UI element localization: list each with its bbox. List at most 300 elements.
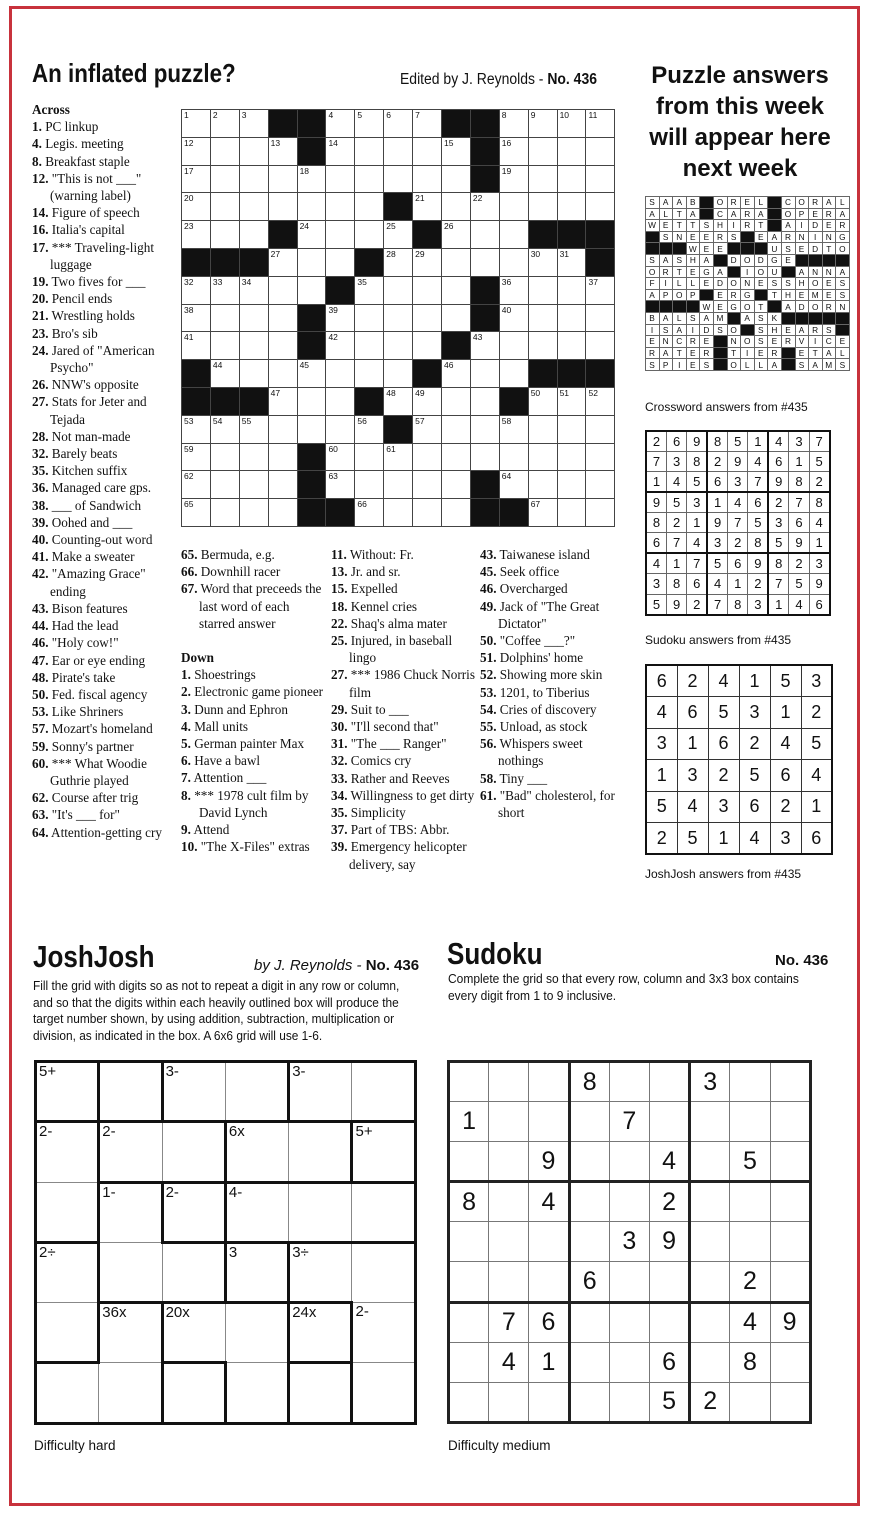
crossword-cell[interactable]: [326, 360, 355, 388]
joshjosh-cell[interactable]: [162, 1242, 225, 1302]
crossword-cell[interactable]: [210, 137, 239, 165]
crossword-cell[interactable]: [470, 332, 499, 360]
sudoku-cell[interactable]: [770, 1342, 810, 1382]
crossword-cell[interactable]: [210, 415, 239, 443]
sudoku-cell[interactable]: 5: [649, 1382, 689, 1422]
crossword-cell[interactable]: [499, 304, 528, 332]
sudoku-cell[interactable]: [730, 1102, 770, 1142]
joshjosh-cell[interactable]: [352, 1303, 415, 1363]
joshjosh-cell[interactable]: [99, 1242, 162, 1302]
sudoku-cell[interactable]: 6: [529, 1302, 569, 1342]
crossword-cell[interactable]: [297, 415, 326, 443]
crossword-cell[interactable]: [557, 110, 586, 138]
crossword-cell[interactable]: [297, 360, 326, 388]
joshjosh-cell[interactable]: [36, 1363, 99, 1423]
crossword-cell[interactable]: [239, 499, 268, 527]
crossword-cell[interactable]: [210, 304, 239, 332]
sudoku-cell[interactable]: [609, 1382, 649, 1422]
sudoku-cell[interactable]: [649, 1302, 689, 1342]
sudoku-cell[interactable]: [690, 1102, 730, 1142]
crossword-cell[interactable]: [442, 193, 471, 221]
crossword-cell[interactable]: [297, 193, 326, 221]
sudoku-cell[interactable]: [449, 1062, 489, 1102]
sudoku-cell[interactable]: [449, 1342, 489, 1382]
joshjosh-cell[interactable]: [289, 1303, 352, 1363]
crossword-cell[interactable]: [442, 165, 471, 193]
joshjosh-cell[interactable]: [289, 1122, 352, 1182]
crossword-cell[interactable]: [384, 110, 413, 138]
crossword-cell[interactable]: [268, 165, 297, 193]
crossword-cell[interactable]: [297, 387, 326, 415]
sudoku-cell[interactable]: 5: [730, 1142, 770, 1182]
crossword-cell[interactable]: [499, 137, 528, 165]
joshjosh-cell[interactable]: [352, 1182, 415, 1242]
sudoku-cell[interactable]: 8: [730, 1342, 770, 1382]
sudoku-cell[interactable]: [690, 1222, 730, 1262]
crossword-cell[interactable]: [182, 443, 211, 471]
sudoku-grid[interactable]: [447, 1060, 812, 1424]
crossword-cell[interactable]: [499, 415, 528, 443]
crossword-cell[interactable]: [182, 471, 211, 499]
crossword-cell[interactable]: [326, 415, 355, 443]
sudoku-cell[interactable]: 6: [569, 1262, 609, 1302]
sudoku-cell[interactable]: [690, 1142, 730, 1182]
crossword-cell[interactable]: [355, 415, 384, 443]
sudoku-cell[interactable]: 9: [770, 1302, 810, 1342]
sudoku-cell[interactable]: [690, 1302, 730, 1342]
crossword-cell[interactable]: [586, 332, 615, 360]
crossword-cell[interactable]: [239, 137, 268, 165]
sudoku-cell[interactable]: [609, 1142, 649, 1182]
crossword-cell[interactable]: [297, 221, 326, 249]
joshjosh-cell[interactable]: [99, 1363, 162, 1423]
crossword-cell[interactable]: [413, 276, 442, 304]
crossword-cell[interactable]: [182, 499, 211, 527]
crossword-cell[interactable]: [413, 499, 442, 527]
sudoku-cell[interactable]: [569, 1182, 609, 1222]
crossword-cell[interactable]: [210, 276, 239, 304]
crossword-cell[interactable]: [268, 471, 297, 499]
joshjosh-cell[interactable]: [225, 1182, 288, 1242]
crossword-cell[interactable]: [557, 193, 586, 221]
joshjosh-cell[interactable]: [352, 1242, 415, 1302]
crossword-cell[interactable]: [268, 276, 297, 304]
crossword-cell[interactable]: [182, 165, 211, 193]
crossword-cell[interactable]: [355, 443, 384, 471]
crossword-cell[interactable]: [442, 415, 471, 443]
crossword-cell[interactable]: [239, 415, 268, 443]
sudoku-cell[interactable]: [770, 1382, 810, 1422]
crossword-cell[interactable]: [210, 499, 239, 527]
joshjosh-cell[interactable]: [162, 1062, 225, 1122]
crossword-cell[interactable]: [326, 221, 355, 249]
crossword-cell[interactable]: [326, 332, 355, 360]
crossword-cell[interactable]: [384, 221, 413, 249]
crossword-cell[interactable]: [268, 387, 297, 415]
crossword-cell[interactable]: [442, 221, 471, 249]
crossword-cell[interactable]: [413, 110, 442, 138]
crossword-cell[interactable]: [239, 110, 268, 138]
sudoku-cell[interactable]: 4: [649, 1142, 689, 1182]
sudoku-cell[interactable]: [569, 1302, 609, 1342]
joshjosh-cell[interactable]: [289, 1242, 352, 1302]
crossword-cell[interactable]: [239, 304, 268, 332]
crossword-cell[interactable]: [297, 165, 326, 193]
sudoku-cell[interactable]: 1: [529, 1342, 569, 1382]
sudoku-cell[interactable]: [730, 1182, 770, 1222]
crossword-cell[interactable]: [442, 304, 471, 332]
crossword-cell[interactable]: [384, 332, 413, 360]
crossword-cell[interactable]: [268, 499, 297, 527]
crossword-cell[interactable]: [528, 471, 557, 499]
crossword-cell[interactable]: [528, 443, 557, 471]
crossword-cell[interactable]: [297, 248, 326, 276]
sudoku-cell[interactable]: 4: [529, 1182, 569, 1222]
joshjosh-cell[interactable]: [99, 1062, 162, 1122]
crossword-cell[interactable]: [442, 137, 471, 165]
crossword-cell[interactable]: [499, 110, 528, 138]
sudoku-cell[interactable]: [690, 1182, 730, 1222]
crossword-cell[interactable]: [586, 443, 615, 471]
crossword-cell[interactable]: [210, 110, 239, 138]
crossword-cell[interactable]: [442, 276, 471, 304]
crossword-cell[interactable]: [499, 471, 528, 499]
crossword-cell[interactable]: [413, 387, 442, 415]
crossword-cell[interactable]: [586, 193, 615, 221]
crossword-cell[interactable]: [499, 443, 528, 471]
crossword-cell[interactable]: [557, 471, 586, 499]
sudoku-cell[interactable]: [529, 1102, 569, 1142]
crossword-cell[interactable]: [239, 443, 268, 471]
crossword-cell[interactable]: [557, 415, 586, 443]
crossword-cell[interactable]: [528, 499, 557, 527]
crossword-cell[interactable]: [239, 360, 268, 388]
joshjosh-cell[interactable]: [352, 1062, 415, 1122]
crossword-cell[interactable]: [442, 360, 471, 388]
crossword-cell[interactable]: [470, 248, 499, 276]
crossword-cell[interactable]: [413, 443, 442, 471]
joshjosh-cell[interactable]: [36, 1303, 99, 1363]
sudoku-cell[interactable]: [529, 1222, 569, 1262]
sudoku-cell[interactable]: [529, 1262, 569, 1302]
crossword-cell[interactable]: [586, 165, 615, 193]
crossword-cell[interactable]: [182, 304, 211, 332]
sudoku-cell[interactable]: [730, 1382, 770, 1422]
crossword-cell[interactable]: [182, 110, 211, 138]
sudoku-cell[interactable]: [609, 1182, 649, 1222]
crossword-cell[interactable]: [557, 499, 586, 527]
crossword-cell[interactable]: [470, 193, 499, 221]
joshjosh-cell[interactable]: [289, 1182, 352, 1242]
crossword-cell[interactable]: [499, 248, 528, 276]
sudoku-cell[interactable]: 7: [489, 1302, 529, 1342]
crossword-cell[interactable]: [355, 471, 384, 499]
crossword-cell[interactable]: [268, 332, 297, 360]
crossword-cell[interactable]: [355, 137, 384, 165]
crossword-cell[interactable]: [182, 332, 211, 360]
sudoku-cell[interactable]: [609, 1062, 649, 1102]
crossword-cell[interactable]: [210, 360, 239, 388]
crossword-cell[interactable]: [586, 276, 615, 304]
crossword-cell[interactable]: [528, 137, 557, 165]
joshjosh-cell[interactable]: [225, 1242, 288, 1302]
crossword-cell[interactable]: [384, 248, 413, 276]
sudoku-cell[interactable]: [489, 1142, 529, 1182]
crossword-cell[interactable]: [355, 110, 384, 138]
sudoku-cell[interactable]: [609, 1302, 649, 1342]
crossword-cell[interactable]: [326, 110, 355, 138]
sudoku-cell[interactable]: [449, 1302, 489, 1342]
crossword-cell[interactable]: [528, 276, 557, 304]
joshjosh-cell[interactable]: [352, 1122, 415, 1182]
sudoku-cell[interactable]: [529, 1382, 569, 1422]
sudoku-cell[interactable]: [770, 1102, 810, 1142]
crossword-cell[interactable]: [442, 387, 471, 415]
crossword-cell[interactable]: [268, 304, 297, 332]
crossword-cell[interactable]: [470, 387, 499, 415]
crossword-cell[interactable]: [355, 304, 384, 332]
crossword-cell[interactable]: [268, 193, 297, 221]
crossword-cell[interactable]: [297, 276, 326, 304]
crossword-cell[interactable]: [413, 193, 442, 221]
crossword-cell[interactable]: [557, 387, 586, 415]
sudoku-cell[interactable]: 4: [489, 1342, 529, 1382]
crossword-grid[interactable]: [181, 109, 615, 527]
sudoku-cell[interactable]: [529, 1062, 569, 1102]
crossword-cell[interactable]: [210, 443, 239, 471]
sudoku-cell[interactable]: [690, 1342, 730, 1382]
crossword-cell[interactable]: [182, 137, 211, 165]
sudoku-cell[interactable]: 1: [449, 1102, 489, 1142]
crossword-cell[interactable]: [413, 415, 442, 443]
sudoku-cell[interactable]: [770, 1262, 810, 1302]
sudoku-cell[interactable]: [569, 1342, 609, 1382]
crossword-cell[interactable]: [326, 471, 355, 499]
crossword-cell[interactable]: [470, 443, 499, 471]
crossword-cell[interactable]: [499, 165, 528, 193]
crossword-cell[interactable]: [528, 248, 557, 276]
crossword-cell[interactable]: [442, 248, 471, 276]
crossword-cell[interactable]: [326, 387, 355, 415]
crossword-cell[interactable]: [586, 387, 615, 415]
crossword-cell[interactable]: [182, 415, 211, 443]
crossword-cell[interactable]: [384, 471, 413, 499]
crossword-cell[interactable]: [413, 248, 442, 276]
crossword-cell[interactable]: [182, 276, 211, 304]
joshjosh-cell[interactable]: [225, 1062, 288, 1122]
crossword-cell[interactable]: [557, 248, 586, 276]
joshjosh-cell[interactable]: [99, 1182, 162, 1242]
crossword-cell[interactable]: [586, 415, 615, 443]
crossword-cell[interactable]: [355, 165, 384, 193]
sudoku-cell[interactable]: [770, 1062, 810, 1102]
crossword-cell[interactable]: [499, 193, 528, 221]
crossword-cell[interactable]: [557, 137, 586, 165]
crossword-cell[interactable]: [499, 276, 528, 304]
joshjosh-cell[interactable]: [36, 1182, 99, 1242]
crossword-cell[interactable]: [470, 221, 499, 249]
sudoku-cell[interactable]: 9: [529, 1142, 569, 1182]
crossword-cell[interactable]: [210, 193, 239, 221]
crossword-cell[interactable]: [384, 443, 413, 471]
joshjosh-cell[interactable]: [162, 1182, 225, 1242]
joshjosh-cell[interactable]: [352, 1363, 415, 1423]
crossword-cell[interactable]: [528, 165, 557, 193]
sudoku-cell[interactable]: [569, 1102, 609, 1142]
sudoku-cell[interactable]: [770, 1142, 810, 1182]
sudoku-cell[interactable]: [649, 1262, 689, 1302]
crossword-cell[interactable]: [413, 165, 442, 193]
crossword-cell[interactable]: [413, 137, 442, 165]
joshjosh-cell[interactable]: [36, 1122, 99, 1182]
sudoku-cell[interactable]: 3: [690, 1062, 730, 1102]
crossword-cell[interactable]: [499, 332, 528, 360]
crossword-cell[interactable]: [442, 471, 471, 499]
crossword-cell[interactable]: [528, 415, 557, 443]
sudoku-cell[interactable]: [489, 1222, 529, 1262]
crossword-cell[interactable]: [182, 193, 211, 221]
crossword-cell[interactable]: [528, 110, 557, 138]
crossword-cell[interactable]: [210, 471, 239, 499]
crossword-cell[interactable]: [557, 276, 586, 304]
sudoku-cell[interactable]: 2: [690, 1382, 730, 1422]
sudoku-cell[interactable]: [569, 1382, 609, 1422]
joshjosh-cell[interactable]: [225, 1303, 288, 1363]
crossword-cell[interactable]: [355, 276, 384, 304]
sudoku-cell[interactable]: 3: [609, 1222, 649, 1262]
crossword-cell[interactable]: [413, 471, 442, 499]
sudoku-cell[interactable]: 9: [649, 1222, 689, 1262]
joshjosh-cell[interactable]: [36, 1062, 99, 1122]
crossword-cell[interactable]: [355, 193, 384, 221]
sudoku-cell[interactable]: [569, 1142, 609, 1182]
joshjosh-cell[interactable]: [289, 1363, 352, 1423]
crossword-cell[interactable]: [268, 415, 297, 443]
crossword-cell[interactable]: [470, 360, 499, 388]
crossword-cell[interactable]: [384, 276, 413, 304]
crossword-cell[interactable]: [499, 360, 528, 388]
crossword-cell[interactable]: [528, 304, 557, 332]
sudoku-cell[interactable]: [489, 1102, 529, 1142]
sudoku-cell[interactable]: 2: [649, 1182, 689, 1222]
sudoku-cell[interactable]: 7: [609, 1102, 649, 1142]
sudoku-cell[interactable]: [449, 1142, 489, 1182]
crossword-cell[interactable]: [239, 165, 268, 193]
joshjosh-cell[interactable]: [225, 1122, 288, 1182]
crossword-cell[interactable]: [528, 193, 557, 221]
sudoku-cell[interactable]: 6: [649, 1342, 689, 1382]
sudoku-cell[interactable]: [569, 1222, 609, 1262]
joshjosh-cell[interactable]: [289, 1062, 352, 1122]
joshjosh-cell[interactable]: [162, 1303, 225, 1363]
crossword-cell[interactable]: [557, 332, 586, 360]
joshjosh-grid[interactable]: [34, 1060, 417, 1425]
crossword-cell[interactable]: [326, 165, 355, 193]
crossword-cell[interactable]: [586, 471, 615, 499]
crossword-cell[interactable]: [268, 443, 297, 471]
crossword-cell[interactable]: [557, 304, 586, 332]
crossword-cell[interactable]: [268, 360, 297, 388]
crossword-cell[interactable]: [182, 221, 211, 249]
crossword-cell[interactable]: [557, 165, 586, 193]
crossword-cell[interactable]: [413, 304, 442, 332]
joshjosh-cell[interactable]: [36, 1242, 99, 1302]
sudoku-cell[interactable]: [449, 1222, 489, 1262]
crossword-cell[interactable]: [355, 499, 384, 527]
sudoku-cell[interactable]: 8: [449, 1182, 489, 1222]
crossword-cell[interactable]: [384, 304, 413, 332]
crossword-cell[interactable]: [355, 332, 384, 360]
crossword-cell[interactable]: [326, 193, 355, 221]
crossword-cell[interactable]: [326, 443, 355, 471]
crossword-cell[interactable]: [326, 137, 355, 165]
sudoku-cell[interactable]: 2: [730, 1262, 770, 1302]
crossword-cell[interactable]: [384, 387, 413, 415]
sudoku-cell[interactable]: [489, 1262, 529, 1302]
crossword-cell[interactable]: [355, 221, 384, 249]
joshjosh-cell[interactable]: [99, 1303, 162, 1363]
crossword-cell[interactable]: [239, 471, 268, 499]
sudoku-cell[interactable]: [449, 1382, 489, 1422]
sudoku-cell[interactable]: [649, 1102, 689, 1142]
crossword-cell[interactable]: [210, 221, 239, 249]
crossword-cell[interactable]: [442, 499, 471, 527]
sudoku-cell[interactable]: [489, 1182, 529, 1222]
crossword-cell[interactable]: [384, 165, 413, 193]
sudoku-cell[interactable]: [770, 1182, 810, 1222]
sudoku-cell[interactable]: 8: [569, 1062, 609, 1102]
crossword-cell[interactable]: [586, 137, 615, 165]
joshjosh-cell[interactable]: [225, 1363, 288, 1423]
crossword-cell[interactable]: [384, 499, 413, 527]
joshjosh-cell[interactable]: [162, 1363, 225, 1423]
sudoku-cell[interactable]: [770, 1222, 810, 1262]
crossword-cell[interactable]: [528, 332, 557, 360]
crossword-cell[interactable]: [413, 332, 442, 360]
crossword-cell[interactable]: [268, 248, 297, 276]
joshjosh-cell[interactable]: [99, 1122, 162, 1182]
crossword-cell[interactable]: [268, 137, 297, 165]
crossword-cell[interactable]: [442, 443, 471, 471]
crossword-cell[interactable]: [239, 332, 268, 360]
sudoku-cell[interactable]: [730, 1222, 770, 1262]
sudoku-cell[interactable]: [730, 1062, 770, 1102]
sudoku-cell[interactable]: [489, 1382, 529, 1422]
crossword-cell[interactable]: [557, 443, 586, 471]
crossword-cell[interactable]: [586, 304, 615, 332]
sudoku-cell[interactable]: [489, 1062, 529, 1102]
crossword-cell[interactable]: [586, 110, 615, 138]
crossword-cell[interactable]: [239, 276, 268, 304]
crossword-cell[interactable]: [384, 360, 413, 388]
sudoku-cell[interactable]: [609, 1262, 649, 1302]
crossword-cell[interactable]: [528, 387, 557, 415]
sudoku-cell[interactable]: [649, 1062, 689, 1102]
crossword-cell[interactable]: [239, 221, 268, 249]
sudoku-cell[interactable]: [609, 1342, 649, 1382]
crossword-cell[interactable]: [210, 165, 239, 193]
crossword-cell[interactable]: [239, 193, 268, 221]
sudoku-cell[interactable]: [690, 1262, 730, 1302]
joshjosh-cell[interactable]: [162, 1122, 225, 1182]
crossword-cell[interactable]: [326, 304, 355, 332]
crossword-cell[interactable]: [470, 415, 499, 443]
crossword-cell[interactable]: [586, 499, 615, 527]
crossword-cell[interactable]: [326, 248, 355, 276]
crossword-cell[interactable]: [499, 221, 528, 249]
sudoku-cell[interactable]: [449, 1262, 489, 1302]
crossword-cell[interactable]: [210, 332, 239, 360]
